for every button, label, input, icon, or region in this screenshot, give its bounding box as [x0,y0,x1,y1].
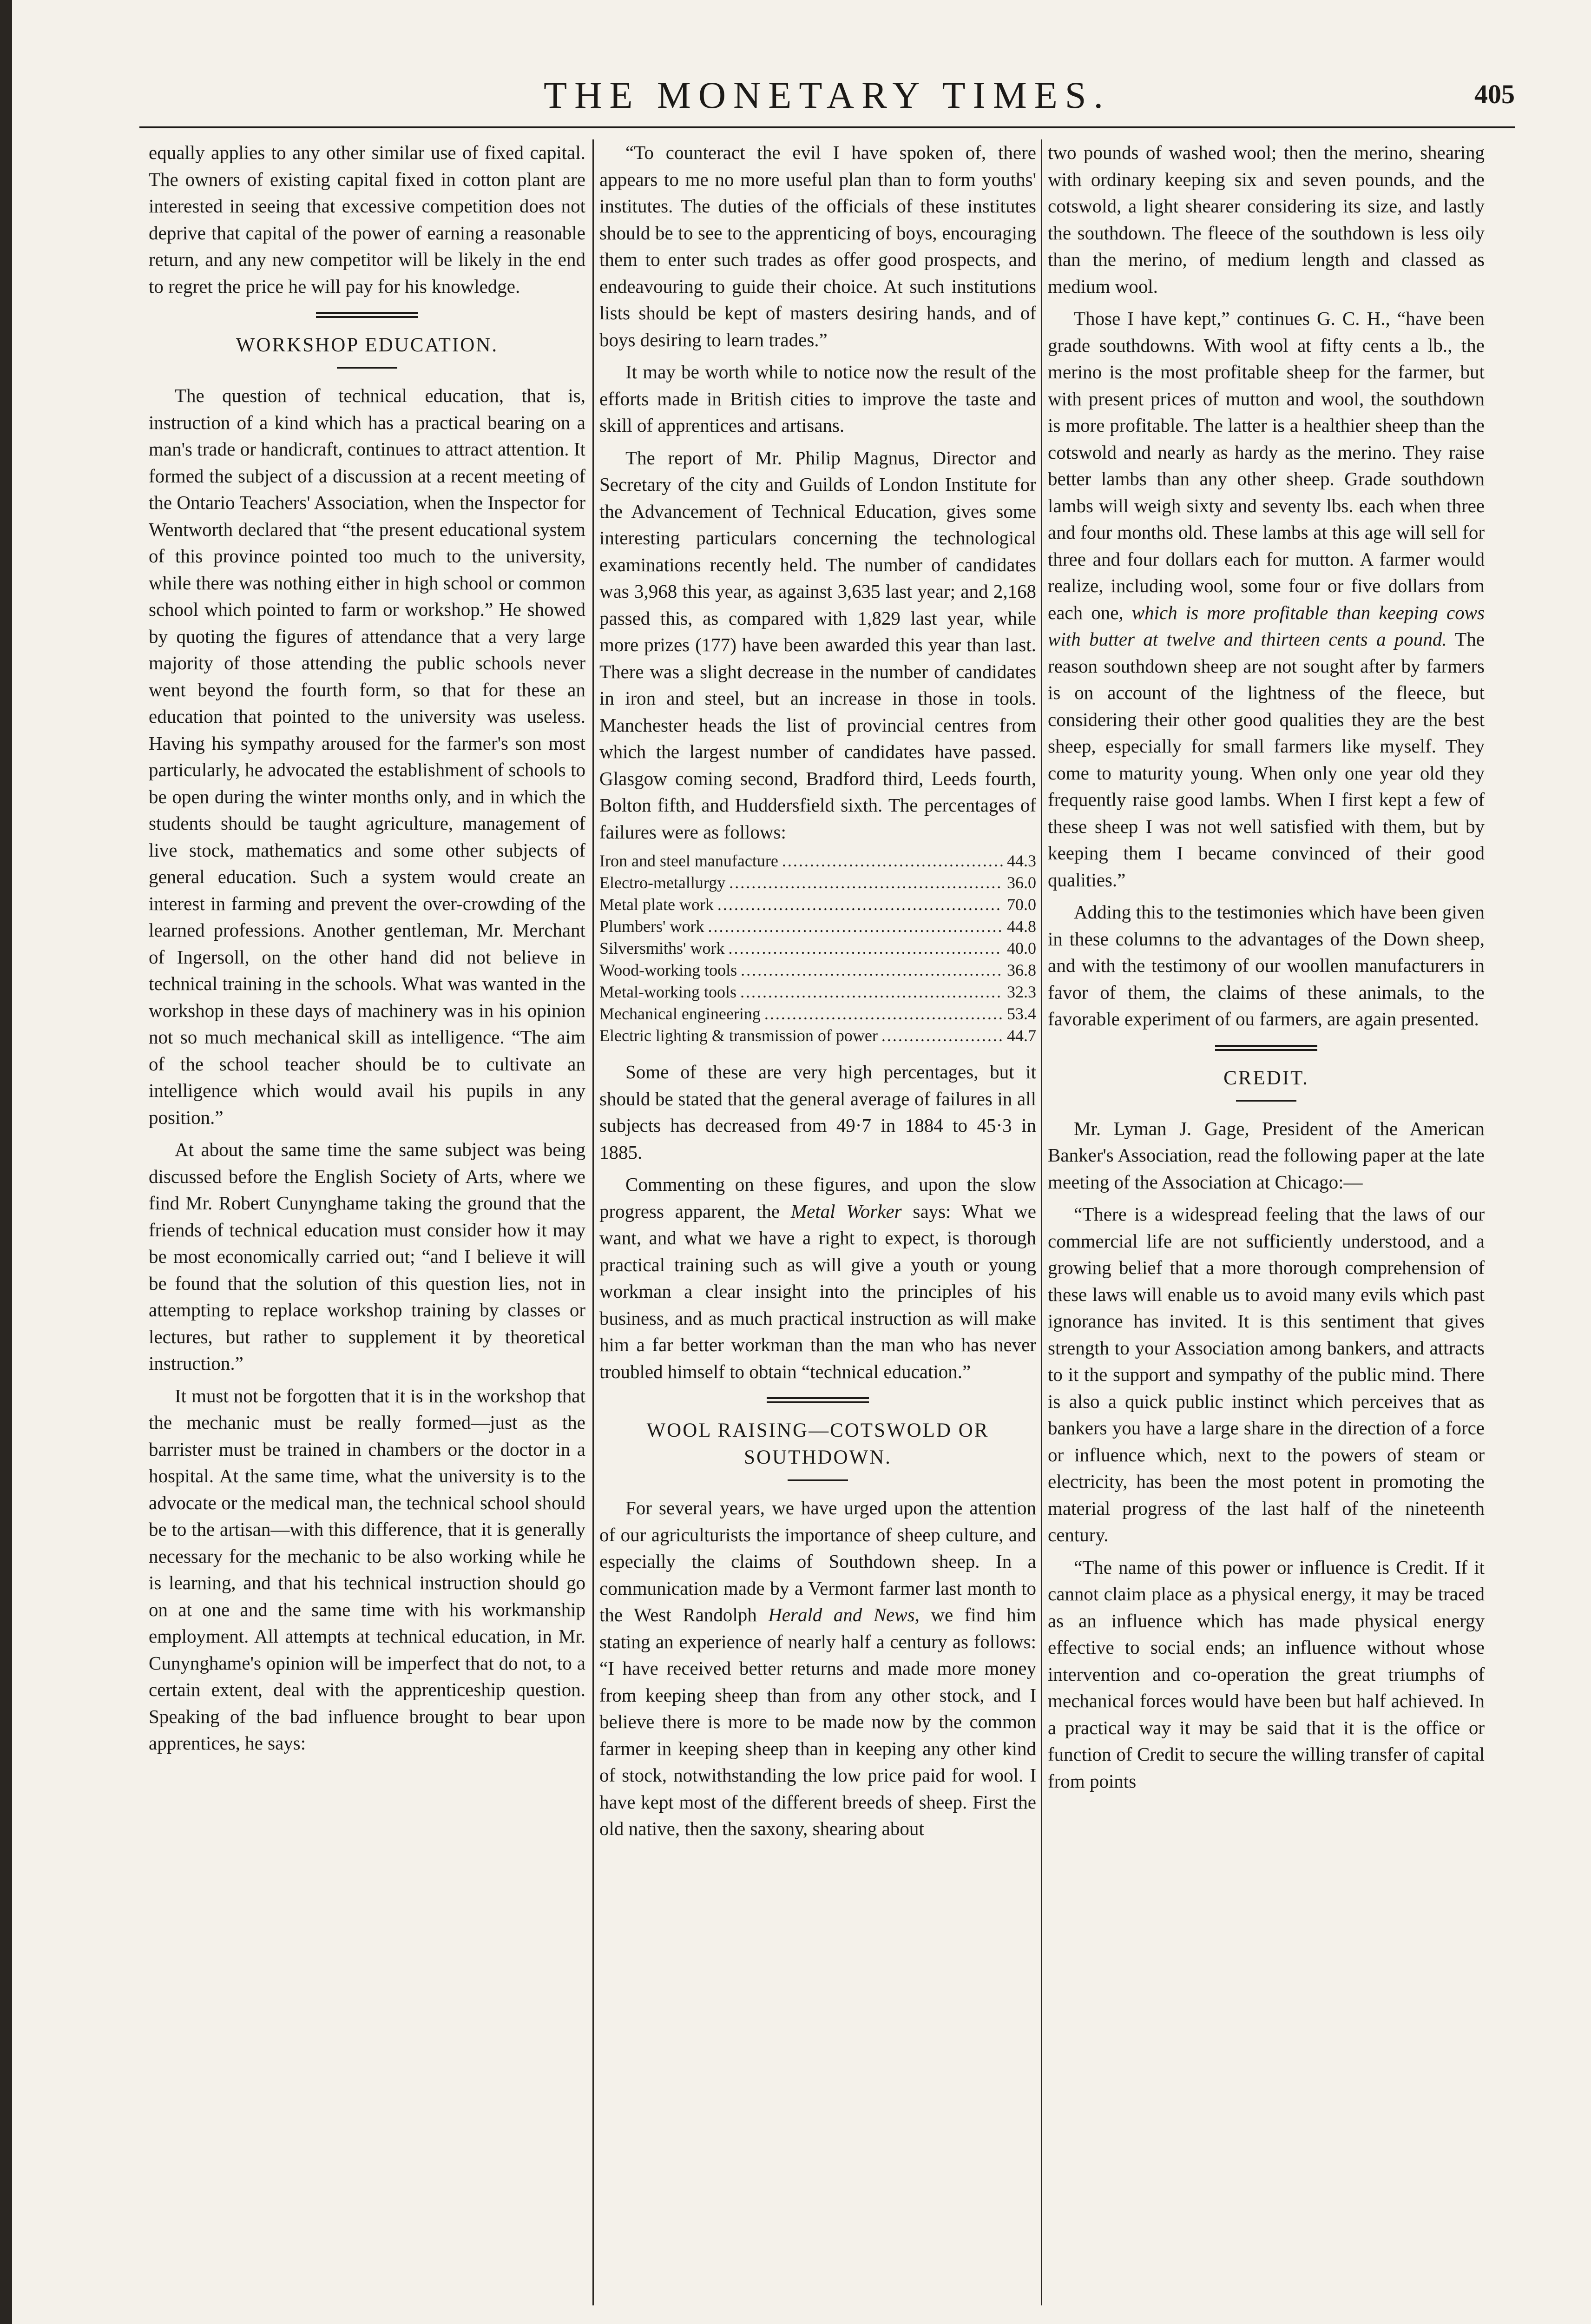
table-row [599,916,1036,938]
section-separator [767,1397,869,1403]
row-label: Metal plate work [599,895,714,914]
row-value: 36.0 [1007,873,1036,892]
row-value: 44.7 [1007,1026,1036,1045]
text-run: The reason southdown sheep are not sought after by farmers is on account of the lightness of the fleece, but considering their other good qualities they are the best sheep, especially for small farmers like myself. They come to maturity young. When only one year old they frequently raise good lambs. When I first kept a few of these sheep I was not well satisfied with them, but by keeping them I became convinced of their good qualities.” [1048,628,1485,891]
article-heading-wool-raising: WOOL RAISING—COTSWOLD OR SOUTHDOWN. [646,1419,989,1468]
paragraph: “To counteract the evil I have spoken of, there appears to me no more useful plan than to form youths' institutes. The duties of the officials of these institutes should be to see to the apprenticing of boys, encouraging them to enter such trades as offer good prospects, and endeavouring to guide their choice. At such institutions lists should be kept of masters desiring hands, and of boys desiring to learn trades.” [599,142,1036,350]
header-rule [139,126,1515,128]
leader-dots [741,959,1003,981]
italic-title: Metal Worker [790,1200,902,1222]
masthead: THE MONETARY TIMES. [544,74,1111,116]
paragraph: At about the same time the same subject was being discussed before the English Society of Arts, where we find Mr. Robert Cunynghame taking the ground that the friends of technical education must consider how it may be most economically carried out; “and I believe it will be found that the solution of this question lies, not in attempting to replace workshop training by classes or lectures, but rather to supplement it by theoretical instruction.” [149,1139,585,1374]
leader-dots [740,981,1003,1003]
row-value: 70.0 [1007,895,1036,914]
row-label: Mechanical engineering [599,1004,761,1023]
table-row [599,894,1036,916]
paragraph: Some of these are very high percentages, but it should be stated that the general average of failures in all subjects has decreased from 49·7 in 1884 to 45·3 in 1885. [599,1061,1036,1163]
failure-percentages-table [599,850,1036,1047]
row-label: Plumbers' work [599,917,704,936]
row-value: 40.0 [1007,939,1036,957]
row-value: 53.4 [1007,1004,1036,1023]
article-heading-credit: CREDIT. [1223,1067,1309,1089]
text-run: For several years, we have urged upon the attention of our agriculturists the importance of sheep culture, and especially the claims of Southdown sheep. In a communication made by a Vermont farmer last month to the West Randolph [599,1497,1036,1625]
paragraph: The question of technical education, that is, instruction of a kind which has a practical bearing on a man's trade or handicraft, continues to attract attention. It formed the subject of a discussion at a recent meeting of the Ontario Teachers' Association, when the Inspector for Wentworth declared that “the present educational system of this province pointed too much to the university, while there was nothing either in high school or common school which pointed to farm or workshop.” He showed by quoting the figures of attendance that a very large majority of those attending the public schools never went beyond the fourth form, so that for these an education that pointed to the university was useless. Having his sympathy aroused for the farmer's son most particularly, he advocated the establishment of schools to be open during the winter months only, and in which the students should be taught agriculture, management of live stock, mathematics and some other subjects of general education. Such a system would create an interest in farming and prevent the over-crowding of the learned professions. Another gentleman, Mr. Merchant of Ingersoll, on the other hand did not believe in technical training in the schools. What was wanted in the workshop in these days of machinery was in his opinion not so much mechanical skill as intelligence. “The aim of the school teacher should be to cultivate an intelligence which would avail his pupils in any position.” [149,385,585,1128]
heading-rule [788,1479,848,1481]
leader-dots [717,894,1003,916]
table-row [599,1003,1036,1025]
leader-dots [708,916,1003,938]
row-label: Electro-metallurgy [599,873,726,892]
leader-dots [881,1025,1003,1047]
table-row [599,1025,1036,1047]
paragraph: It must not be forgotten that it is in the workshop that the mechanic must be really formed—just as the barrister must be trained in chambers or the doctor in a hospital. At the same time, what the university is to the advocate or the medical man, the technical school should be to the artisan—with this difference, that it is generally necessary for the mechanic to be also working while he is learning, and that his technical instruction should go on at one and the same time with his workmanship employment. All attempts at technical education, in Mr. Cunynghame's opinion will be imperfect that do not, to a certain extent, deal with the apprenticeship question. Speaking of the bad influence brought to bear upon apprentices, he says: [149,1385,585,1754]
row-label: Iron and steel manufacture [599,852,778,870]
section-separator [316,312,418,318]
paragraph: “There is a widespread feeling that the laws of our commercial life are not sufficiently understood, and a growing belief that a more thorough comprehension of these laws will enable us to avoid many evils which past ignorance has invited. It is this sentiment that gives strength to your Association among bankers, and attracts to it the support and sympathy of the public mind. There is also a quick public instinct which perceives that as bankers you have a large share in the direction of a force or influence which, next to the powers of steam or electricity, has been the most potent in promoting the material progress of the last half of the nineteenth century. [1048,1203,1485,1545]
leader-dots [782,850,1003,872]
column-2 [599,139,1036,2315]
heading-rule [337,367,397,369]
article-heading-workshop-education: WORKSHOP EDUCATION. [236,334,499,356]
text-run: Those I have kept,” continues G. C. H., “have been grade southdowns. With wool at fifty cents a lb., the merino is the most profitable sheep for the farmer, but with present prices of mutton and wool, the southdown is more profitable. The latter is a healthier sheep than the cotswold and nearly as hardy as the merino. They raise better lambs than any other sheep. Grade southdown lambs will weigh sixty and seventy lbs. each when three and four months old. These lambs at this age will sell for three and four dollars each for mutton. A farmer would realize, including wool, some four or five dollars from each one, [1048,308,1485,623]
paragraph: “The name of this power or influence is Credit. If it cannot claim place as a physical energy, it may be traced as an influence which has made physical energy effective to social ends; an influence without whose intervention and co-operation the great triumphs of mechanical forces would have been but half achieved. In a practical way it may be said that it is the office or function of Credit to secure the willing transfer of capital from points [1048,1556,1485,1792]
italic-phrase: which is more profitable than keeping cows with butter at twelve and thirteen cents a pound. [1048,601,1485,650]
column-rule [1041,139,1042,2305]
heading-rule [1236,1100,1296,1102]
table-row [599,850,1036,872]
text-run: Commenting on these figures, and upon the slow progress apparent, the [599,1174,1036,1222]
paragraph: Mr. Lyman J. Gage, President of the American Banker's Association, read the following paper at the late meeting of the Association at Chicago:— [1048,1117,1485,1193]
page-number: 405 [1474,79,1515,109]
column-3 [1048,139,1485,2315]
paragraph: two pounds of washed wool; then the merino, shearing with ordinary keeping six and seven pounds, and the cotswold, a light shearer considering its size, and lastly the southdown. The fleece of the southdown is less oily than the merino, of medium length and classed as medium wool. [1048,142,1485,297]
column-rule [592,139,594,2305]
scan-edge [0,0,12,2324]
paragraph [599,1171,1036,1385]
paragraph [1048,305,1485,893]
row-label: Wood-working tools [599,961,737,979]
table-row [599,938,1036,959]
text-run: , we find him stating an experience of nearly half a century as follows: “I have received better returns and made more money from keeping sheep than from any other stock, and I believe there is more to be made now by the common farmer in keeping sheep than in keeping any other kind of stock, notwithstanding the low price paid for wool. I have kept most of the different breeds of sheep. First the old native, then the saxony, shearing about [599,1604,1036,1839]
paragraph [599,1495,1036,1842]
row-value: 44.8 [1007,917,1036,936]
leader-dots [729,938,1004,959]
paragraph: It may be worth while to notice now the result of the efforts made in British cities to improve the taste and skill of apprentices and artisans. [599,361,1036,436]
column-1 [149,139,585,2315]
text-run: says: What we want, and what we have a right to expect, is thorough practical training such as will give a youth or young workman a clear insight into the principles of his business, and as much practical instruction as will make him a far better workman than the man who has never troubled himself to obtain “technical education.” [599,1200,1036,1382]
table-row [599,872,1036,894]
section-separator [1215,1045,1317,1051]
table-row [599,959,1036,981]
italic-title: Herald and News [768,1604,915,1625]
leader-dots [729,872,1003,894]
row-label: Silversmiths' work [599,939,725,957]
leader-dots [764,1003,1003,1025]
row-value: 36.8 [1007,961,1036,979]
paragraph: The report of Mr. Philip Magnus, Director and Secretary of the city and Guilds of London Institute for the Advancement of Technical Education, gives some interesting particulars concerning the technological examinations recently held. The number of candidates was 3,968 this year, as against 3,635 last year; and 2,168 passed this, as compared with 1,829 last year, while more prizes (177) have been awarded this year than last. There was a slight decrease in the number of candidates in iron and steel, but an increase in those in tools. Manchester heads the list of provincial centres from which the largest number of candidates have passed. Glasgow coming second, Bradford third, Leeds fourth, Bolton fifth, and Huddersfield sixth. The percentages of failures were as follows: [599,447,1036,843]
row-label: Electric lighting & transmission of power [599,1026,878,1045]
page-header [139,70,1515,121]
row-value: 44.3 [1007,852,1036,870]
row-label: Metal-working tools [599,983,736,1001]
table-row [599,981,1036,1003]
paragraph: Adding this to the testimonies which have been given in these columns to the advantages of the Down sheep, and with the testimony of our woollen manufacturers in favor of them, the claims of these animals, to the favorable experiment of ou farmers, are again presented. [1048,901,1485,1030]
row-value: 32.3 [1007,983,1036,1001]
paragraph: equally applies to any other similar use of fixed capital. The owners of existing capital fixed in cotton plant are interested in seeing that excessive competition does not deprive that capital of the power of earning a reasonable return, and any new competitor will be likely in the end to regret the price he will pay for his knowledge. [149,142,585,297]
